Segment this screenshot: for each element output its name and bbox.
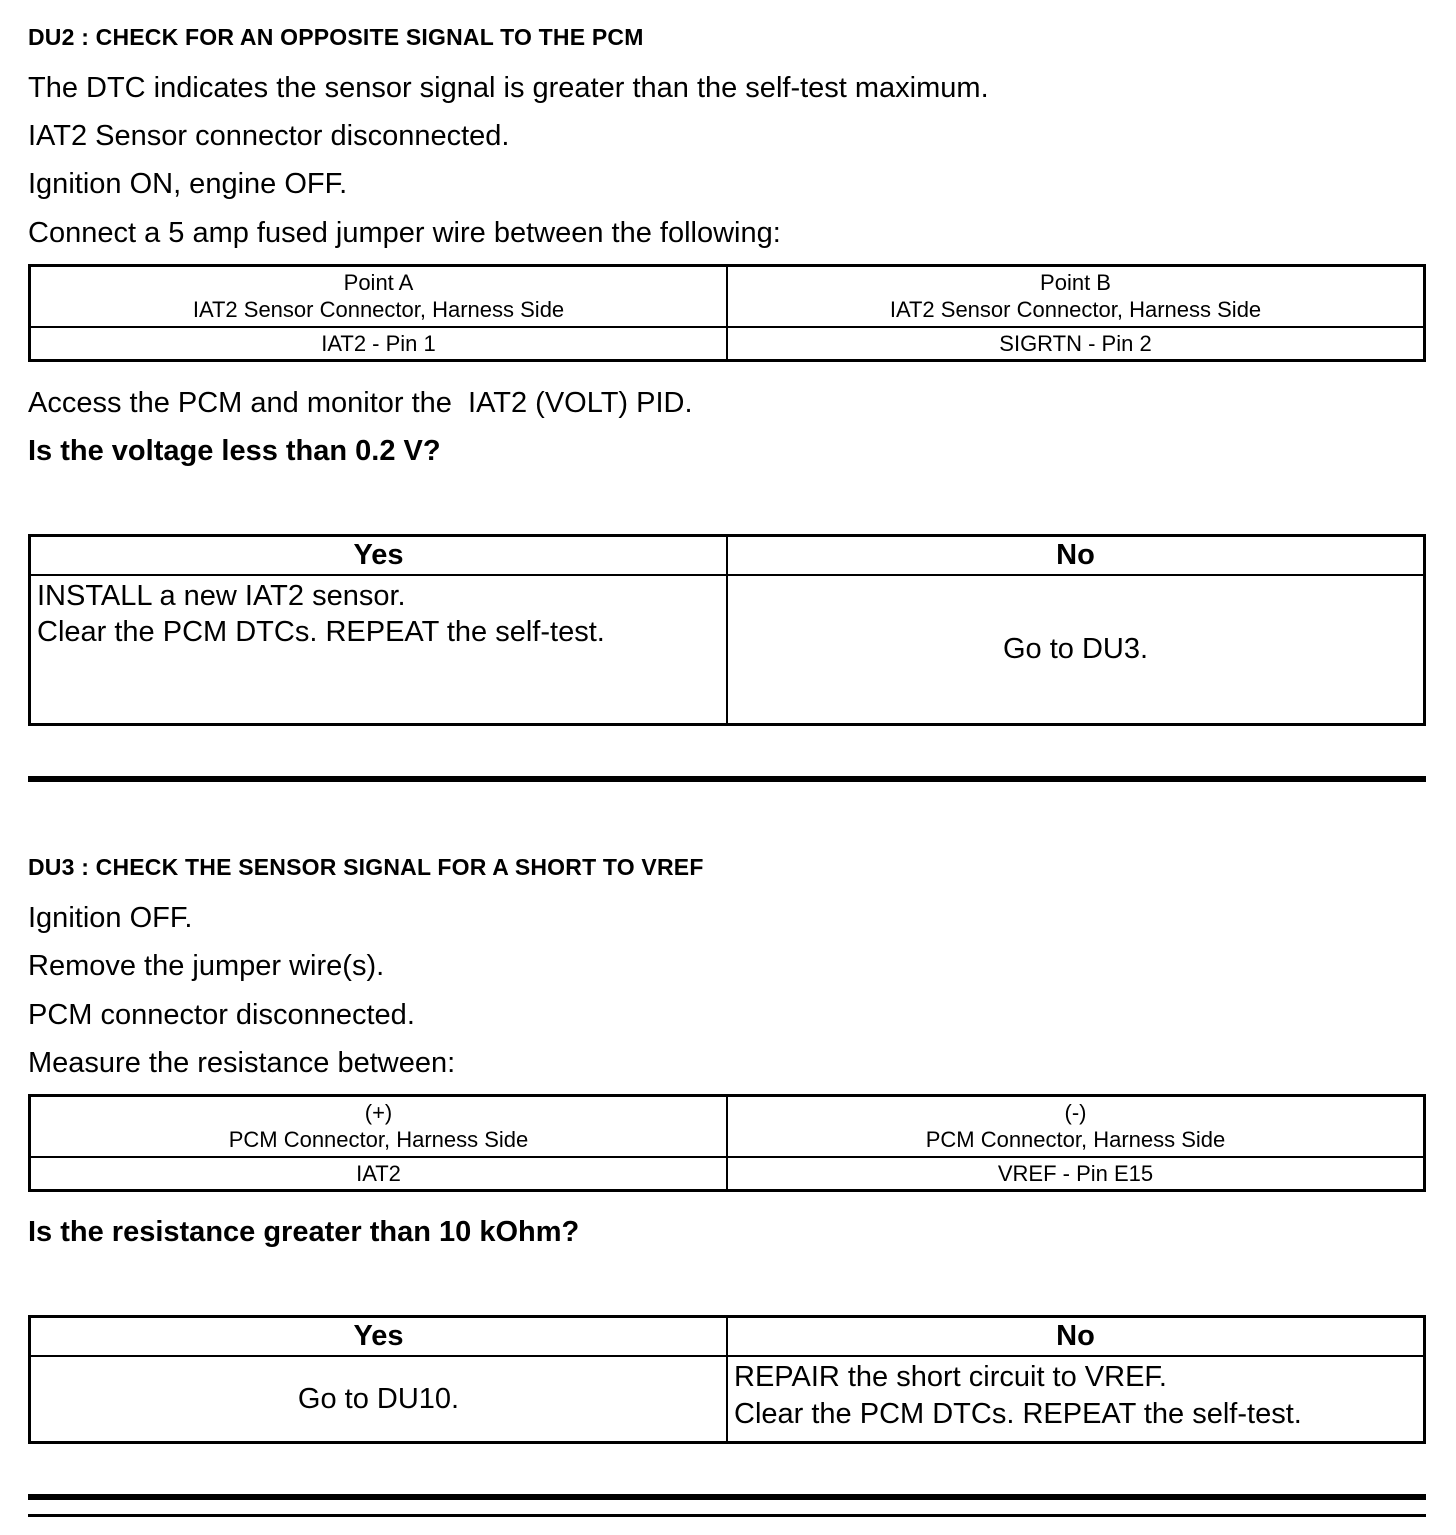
table-header-row	[30, 1095, 1425, 1157]
decision-table-du2	[28, 534, 1426, 727]
connection-points-table	[28, 264, 1426, 363]
pin-value-positive: IAT2	[30, 1157, 728, 1191]
point-a-title: Point A	[343, 269, 414, 295]
instruction-line: The DTC indicates the sensor signal is greater than the self-test maximum.	[28, 72, 989, 104]
positive-lead-subtitle: PCM Connector, Harness Side	[228, 1127, 529, 1153]
table-row	[30, 327, 1425, 361]
decision-body-row	[30, 1356, 1425, 1442]
yes-column-header: Yes	[30, 535, 728, 575]
point-b-title: Point B	[1040, 269, 1111, 295]
point-b-header-cell	[727, 265, 1425, 327]
decision-table-du3	[28, 1315, 1426, 1444]
negative-lead-subtitle: PCM Connector, Harness Side	[925, 1127, 1226, 1153]
pin-value-negative: VREF - Pin E15	[727, 1157, 1425, 1191]
measurement-points-table	[28, 1094, 1426, 1193]
question-line-du2: Is the voltage less than 0.2 V?	[28, 434, 441, 467]
section-du2	[28, 24, 1426, 726]
action-line: REPAIR the short circuit to VREF.	[734, 1361, 1167, 1394]
action-line: Go to DU3.	[1002, 633, 1149, 666]
step-heading-du2: DU2 : CHECK FOR AN OPPOSITE SIGNAL TO THE PCM	[28, 24, 644, 50]
instruction-line: IAT2 Sensor connector disconnected.	[28, 120, 510, 153]
no-column-header: No	[727, 535, 1425, 575]
no-column-header: No	[727, 1317, 1425, 1357]
instruction-line: Ignition OFF.	[28, 902, 193, 935]
decision-header-row	[30, 535, 1425, 575]
no-action-cell	[727, 1356, 1425, 1442]
point-a-subtitle: IAT2 Sensor Connector, Harness Side	[192, 297, 565, 323]
action-line: Clear the PCM DTCs. REPEAT the self-test.	[734, 1397, 1302, 1430]
negative-lead-title: (-)	[1064, 1099, 1087, 1125]
instruction-line: Ignition ON, engine OFF.	[28, 168, 348, 201]
instruction-line: Measure the resistance between:	[28, 1046, 456, 1079]
instruction-line: Remove the jumper wire(s).	[28, 950, 385, 983]
positive-lead-title: (+)	[364, 1099, 393, 1125]
step-heading-du3: DU3 : CHECK THE SENSOR SIGNAL FOR A SHORT TO VREF	[28, 854, 704, 881]
yes-column-header: Yes	[30, 1317, 728, 1357]
action-line: INSTALL a new IAT2 sensor.	[37, 579, 406, 612]
section-divider-rule	[28, 776, 1426, 782]
bottom-rule-thick	[28, 1494, 1426, 1500]
point-a-header-cell	[30, 265, 728, 327]
instruction-line: Connect a 5 amp fused jumper wire between the following:	[28, 216, 781, 249]
point-b-subtitle: IAT2 Sensor Connector, Harness Side	[889, 297, 1262, 323]
table-header-row	[30, 265, 1425, 327]
yes-action-cell	[30, 1356, 728, 1442]
no-action-cell	[727, 575, 1425, 725]
instruction-line: Access the PCM and monitor the IAT2 (VOLT) PID.	[28, 387, 693, 420]
decision-header-row	[30, 1317, 1425, 1357]
pin-value-a: IAT2 - Pin 1	[30, 327, 728, 361]
bottom-rule-thin	[28, 1514, 1426, 1517]
section-du3	[28, 854, 1426, 1444]
table-row	[30, 1157, 1425, 1191]
action-line: Clear the PCM DTCs. REPEAT the self-test.	[37, 615, 605, 648]
pin-value-b: SIGRTN - Pin 2	[727, 327, 1425, 361]
yes-action-cell	[30, 575, 728, 725]
instruction-line: PCM connector disconnected.	[28, 998, 415, 1031]
positive-lead-header-cell	[30, 1095, 728, 1157]
action-line: Go to DU10.	[297, 1383, 460, 1416]
question-line-du3: Is the resistance greater than 10 kOhm?	[28, 1216, 580, 1249]
negative-lead-header-cell	[727, 1095, 1425, 1157]
decision-body-row	[30, 575, 1425, 725]
